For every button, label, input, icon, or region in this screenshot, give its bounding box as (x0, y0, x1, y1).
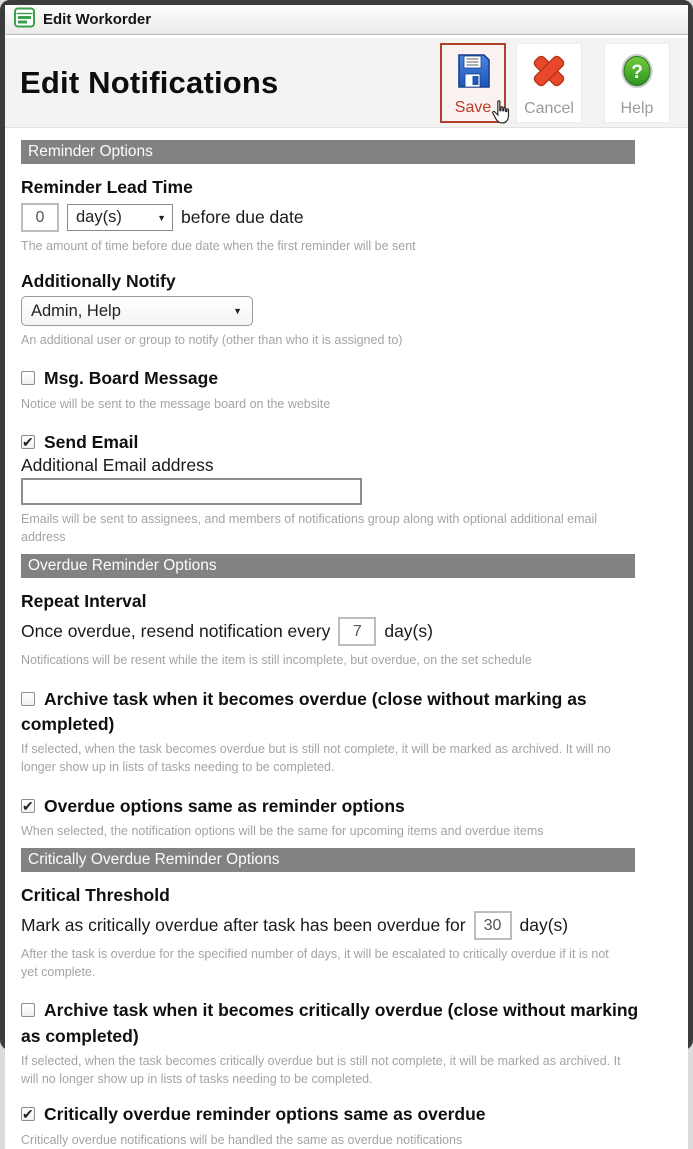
archive-critical-helper-text: If selected, when the task becomes critically overdue but is still not complete, it will be marked as archived. It will no longer show up in lists of tasks needing to be completed. (21, 1054, 621, 1087)
form-content (5, 128, 688, 1149)
send-email-label: Send Email (44, 431, 139, 452)
overdue-same-label: Overdue options same as reminder options (44, 795, 405, 816)
dropdown-arrow-icon: ▼ (157, 212, 166, 223)
archive-critical-row (21, 998, 639, 1049)
archive-critical-label: Archive task when it becomes critically overdue (close without marking as completed) (21, 1000, 639, 1046)
lead-time-unit-select[interactable] (67, 204, 173, 231)
archive-critical-checkbox[interactable] (21, 1003, 35, 1017)
send-email-helper-text: Emails will be sent to assignees, and members of notifications group along with optional additional email address (21, 512, 598, 545)
repeat-interval-prefix: Once overdue, resend notification every (21, 621, 331, 642)
additional-email-input[interactable] (21, 478, 362, 505)
overdue-same-checkbox[interactable] (21, 799, 35, 813)
critical-same-checkbox[interactable] (21, 1107, 35, 1121)
critical-threshold-unit: day(s) (519, 915, 569, 935)
help-question-icon (617, 44, 657, 99)
additionally-notify-select[interactable] (21, 296, 253, 326)
critical-same-label: Critically overdue reminder options same as overdue (44, 1104, 486, 1125)
archive-overdue-row (21, 687, 639, 738)
save-floppy-icon (453, 45, 493, 98)
section-banner-reminder-options: Reminder Options (21, 140, 635, 164)
mouse-cursor-icon (491, 100, 510, 129)
window-titlebar (5, 5, 688, 35)
workorder-icon (14, 7, 35, 33)
cancel-button-label: Cancel (524, 99, 574, 117)
critical-threshold-helper-text: After the task is overdue for the specified number of days, it will be escalated to critically overdue if it is not yet complete. (21, 947, 609, 980)
lead-time-unit-value: day(s) (76, 208, 122, 226)
repeat-interval-unit: day(s) (384, 621, 433, 642)
save-button[interactable] (440, 43, 506, 123)
critical-threshold-row (21, 911, 672, 940)
critical-threshold-prefix: Mark as critically overdue after task has been overdue for (21, 915, 466, 935)
critical-same-row (21, 1102, 639, 1127)
cancel-button[interactable] (516, 43, 582, 123)
help-button-label: Help (620, 99, 654, 117)
svg-text:?: ? (631, 62, 643, 83)
msg-board-checkbox[interactable] (21, 371, 35, 385)
repeat-interval-helper-text: Notifications will be resent while the item is still incomplete, but overdue, on the set schedule (21, 653, 532, 668)
msg-board-helper-text: Notice will be sent to the message board on the website (21, 396, 331, 411)
send-email-checkbox[interactable] (21, 435, 35, 449)
additionally-notify-value: Admin, Help (31, 301, 121, 320)
critical-threshold-value-input[interactable] (474, 911, 512, 940)
msg-board-label: Msg. Board Message (44, 368, 219, 389)
help-button[interactable] (604, 43, 670, 123)
critical-same-helper-text: Critically overdue notifications will be handled the same as overdue notifications (21, 1132, 463, 1147)
overdue-same-row (21, 794, 639, 819)
lead-time-suffix: before due date (181, 207, 304, 227)
reminder-lead-time-row (21, 203, 672, 232)
save-button-label: Save (454, 98, 492, 116)
dropdown-arrow-icon: ▼ (233, 306, 242, 317)
archive-overdue-label: Archive task when it becomes overdue (close without marking as completed) (21, 688, 587, 734)
lead-time-helper-text: The amount of time before due date when the first reminder will be sent (21, 239, 416, 253)
toolbar (430, 43, 670, 123)
section-banner-critical-options: Critically Overdue Reminder Options (21, 848, 635, 872)
repeat-interval-row (21, 617, 672, 646)
send-email-row (21, 430, 639, 455)
additionally-notify-label: Additionally Notify (21, 271, 176, 292)
additionally-notify-helper-text: An additional user or group to notify (other than who it is assigned to) (21, 333, 403, 348)
page-header (5, 38, 688, 128)
cancel-x-icon (529, 44, 569, 99)
archive-overdue-helper-text: If selected, when the task becomes overdue but is still not complete, it will be marked as archived. It will no longer show up in lists of tasks needing to be completed. (21, 742, 611, 775)
reminder-lead-time-label: Reminder Lead Time (21, 177, 193, 197)
overdue-same-helper-text: When selected, the notification options will be the same for upcoming items and overdue items (21, 823, 544, 838)
critical-threshold-label: Critical Threshold (21, 885, 170, 905)
repeat-interval-value-input[interactable] (338, 617, 376, 646)
archive-overdue-checkbox[interactable] (21, 692, 35, 706)
lead-time-value-input[interactable] (21, 203, 59, 232)
window-title: Edit Workorder (43, 11, 152, 28)
page-title: Edit Notifications (20, 64, 279, 100)
msg-board-row (21, 366, 639, 391)
section-banner-overdue-options: Overdue Reminder Options (21, 554, 635, 578)
repeat-interval-label: Repeat Interval (21, 591, 147, 612)
additional-email-label: Additional Email address (21, 455, 214, 476)
